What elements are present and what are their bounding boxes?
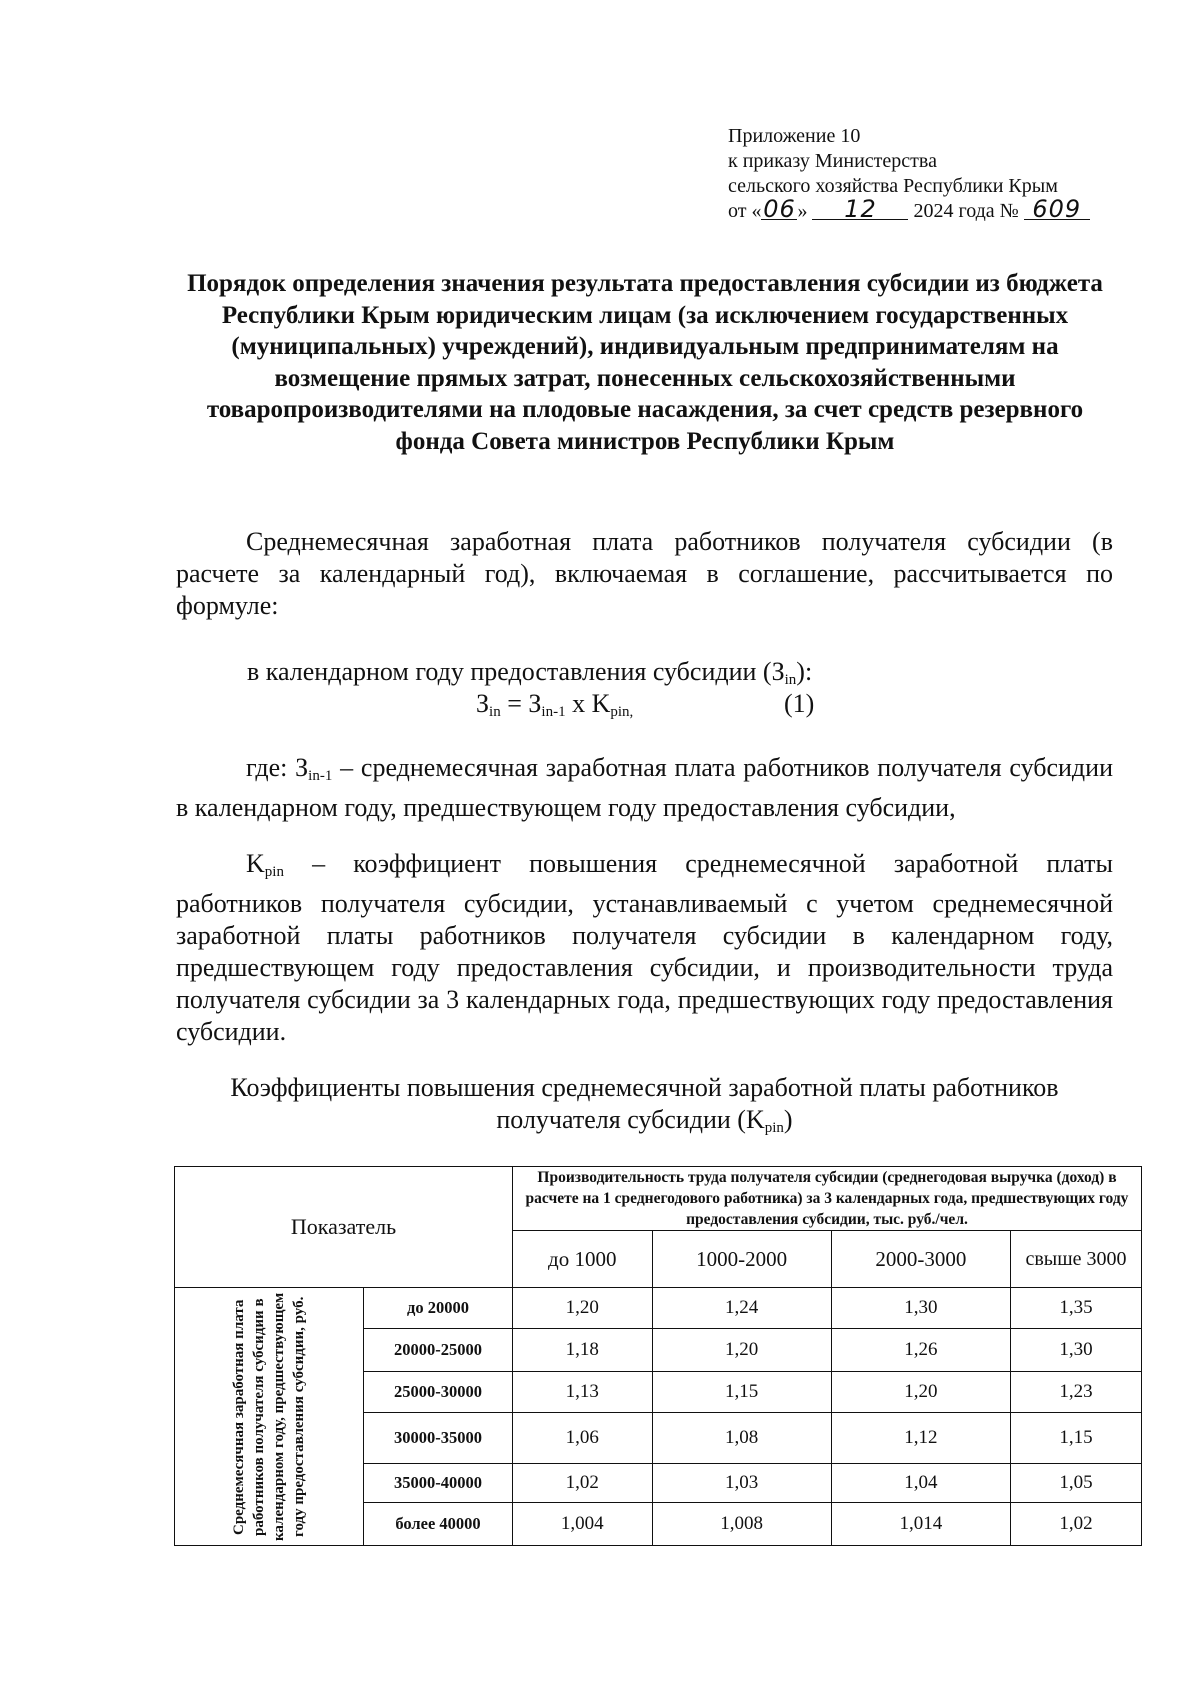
table-cell: 1,12 xyxy=(831,1413,1010,1464)
row-range: более 40000 xyxy=(364,1503,513,1546)
row-group-header xyxy=(175,1288,364,1546)
table-row xyxy=(175,1288,1142,1329)
where-prefix: где: З xyxy=(246,753,309,782)
table-cell: 1,13 xyxy=(513,1372,653,1413)
table-cell: 1,05 xyxy=(1011,1464,1142,1503)
table-cell: 1,06 xyxy=(513,1413,653,1464)
table-cell: 1,24 xyxy=(652,1288,831,1329)
formula xyxy=(476,688,633,728)
column-header: 2000-3000 xyxy=(831,1231,1010,1288)
row-range: 35000-40000 xyxy=(364,1464,513,1503)
where-paragraph xyxy=(176,752,1113,824)
row-range: 20000-25000 xyxy=(364,1329,513,1372)
table-cell: 1,008 xyxy=(652,1503,831,1546)
date-prefix: от « xyxy=(728,200,762,222)
where-sub: in-1 xyxy=(308,768,333,784)
table-cell: 1,30 xyxy=(831,1288,1010,1329)
table-cell: 1,02 xyxy=(1011,1503,1142,1546)
appendix-header xyxy=(728,124,1128,224)
column-header: 1000-2000 xyxy=(652,1231,831,1288)
indicator-header: Показатель xyxy=(175,1167,513,1288)
table-caption-sub: pin xyxy=(764,1120,784,1136)
row-header-text: Среднемесячная заработная плата работников получателя субсидии в календарном году, предшествующем году предоставления субсидии, руб. xyxy=(231,1292,307,1541)
formula-times: x K xyxy=(565,689,611,718)
table-cell: 1,26 xyxy=(831,1329,1010,1372)
kpin-text: – коэффициент повышения среднемесячной заработной платы работников получателя субсидии, устанавливаемый с учетом среднемесячной заработной платы работников получателя субсидии в календарном году, предшествующем году предоставления субсидии, и производительности труда получателя субсидии за 3 календарных года, предшествующих году предоставления субсидии. xyxy=(176,849,1113,1046)
productivity-header: Производительность труда получателя субсидии (среднегодовая выручка (доход) в расчете на 1 среднегодового работника) за 3 календарных года, предшествующих году предоставления субсидии, тыс. руб./чел. xyxy=(513,1167,1142,1231)
formula-rhs1-sub: in-1 xyxy=(541,704,566,720)
coefficients-table xyxy=(174,1166,1142,1546)
formula-intro-sub: in xyxy=(784,672,797,688)
column-header: свыше 3000 xyxy=(1011,1231,1142,1288)
formula-lhs: З xyxy=(476,689,490,718)
table-cell: 1,35 xyxy=(1011,1288,1142,1329)
kpin-prefix: K xyxy=(246,849,265,878)
where-text: – среднемесячная заработная плата работников получателя субсидии в календарном году, предшествующем году предоставления субсидии, xyxy=(176,753,1113,822)
table-cell: 1,03 xyxy=(652,1464,831,1503)
table-cell: 1,30 xyxy=(1011,1329,1142,1372)
table-cell: 1,20 xyxy=(513,1288,653,1329)
row-range: до 20000 xyxy=(364,1288,513,1329)
appendix-line-2: к приказу Министерства xyxy=(728,150,937,172)
appendix-line-3: сельского хозяйства Республики Крым xyxy=(728,175,1058,197)
kpin-definition xyxy=(176,848,1113,1048)
formula-intro-text: в календарном году предоставления субсидии (З xyxy=(247,657,785,686)
formula-number: (1) xyxy=(784,689,815,718)
date-day: 06 xyxy=(763,195,796,223)
table-cell: 1,20 xyxy=(831,1372,1010,1413)
table-caption xyxy=(176,1072,1113,1144)
table-cell: 1,23 xyxy=(1011,1372,1142,1413)
table-cell: 1,15 xyxy=(652,1372,831,1413)
formula-lhs-sub: in xyxy=(489,704,501,720)
table-cell: 1,08 xyxy=(652,1413,831,1464)
date-year: 2024 года № xyxy=(913,200,1019,222)
table-cell: 1,04 xyxy=(831,1464,1010,1503)
kpin-sub: pin xyxy=(264,864,284,880)
table-cell: 1,20 xyxy=(652,1329,831,1372)
date-month: 12 xyxy=(812,199,908,220)
row-range: 25000-30000 xyxy=(364,1372,513,1413)
table-cell: 1,004 xyxy=(513,1503,653,1546)
table-caption-end: ) xyxy=(783,1105,793,1134)
order-number: 609 xyxy=(1024,199,1090,220)
table-cell: 1,18 xyxy=(513,1329,653,1372)
date-close: » xyxy=(797,200,808,222)
table-cell: 1,15 xyxy=(1011,1413,1142,1464)
appendix-date-line xyxy=(728,195,1128,224)
formula-rhs2-sub: pin, xyxy=(610,704,634,720)
row-range: 30000-35000 xyxy=(364,1413,513,1464)
table-cell: 1,02 xyxy=(513,1464,653,1503)
table-cell: 1,014 xyxy=(831,1503,1010,1546)
appendix-line-1: Приложение 10 xyxy=(728,125,861,147)
formula-intro-end: ): xyxy=(796,657,813,686)
table-caption-text: Коэффициенты повышения среднемесячной заработной платы работников получателя субсидии (K xyxy=(230,1073,1059,1134)
formula-eq: = З xyxy=(500,689,542,718)
intro-paragraph: Среднемесячная заработная плата работников получателя субсидии (в расчете за календарный год), включаемая в соглашение, рассчитывается по формуле: xyxy=(176,527,1113,620)
column-header: до 1000 xyxy=(513,1231,653,1288)
document-title: Порядок определения значения результата предоставления субсидии из бюджета Республики Крым юридическим лицам (за исключением государственных (муниципальных) учреждений), индивидуальным предпринимателям на возмещение прямых затрат, понесенных сельскохозяйственными товаропроизводителями на плодовые насаждения, за счет средств резервного фонда Совета министров Республики Крым xyxy=(187,270,1103,455)
